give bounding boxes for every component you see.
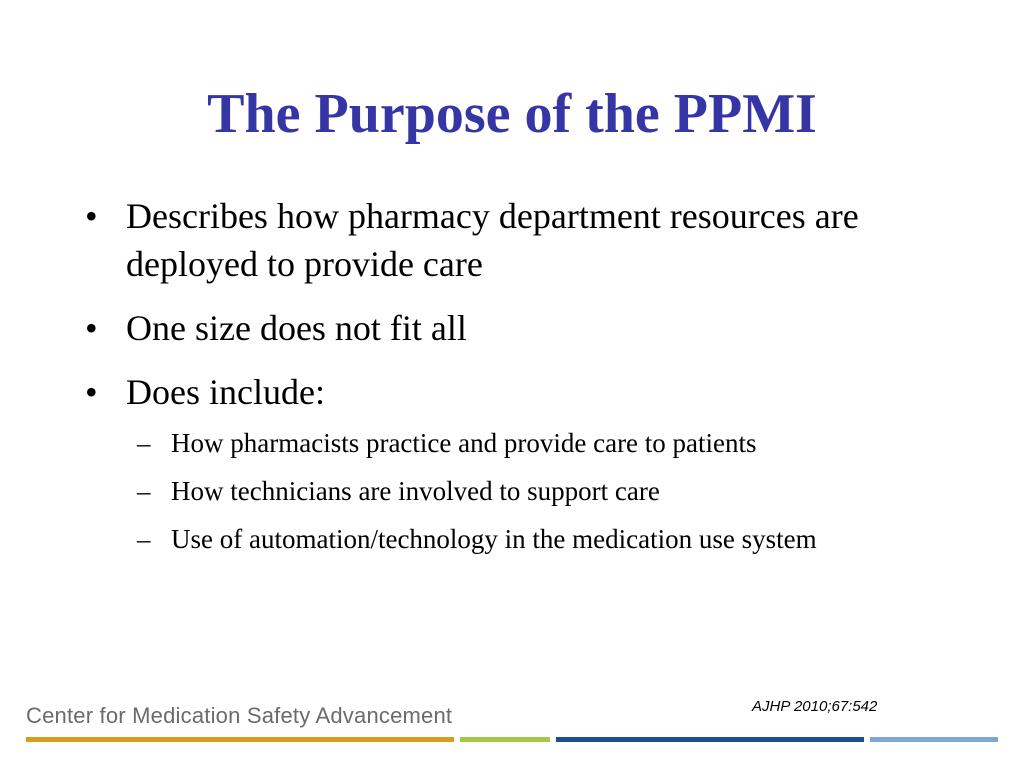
sub-bullet-marker: –: [137, 428, 151, 458]
footer-brand-text: Center for Medication Safety Advancement: [26, 703, 453, 728]
slide-body: [85, 192, 945, 568]
sub-bullet-list: [85, 424, 945, 558]
slide-title: The Purpose of the PPMI: [207, 83, 817, 145]
bullet-item: [85, 368, 945, 416]
footer-bar-green: [460, 737, 550, 742]
bullet-text: Does include:: [126, 372, 325, 412]
sub-bullet-text: How pharmacists practice and provide care to patients: [171, 428, 757, 458]
sub-bullet-item: [85, 424, 945, 462]
sub-bullet-text: How technicians are involved to support care: [171, 476, 660, 506]
sub-bullet-item: [85, 520, 945, 558]
sub-bullet-marker: –: [137, 524, 151, 554]
footer-bar-gold: [26, 737, 454, 742]
bullet-marker: •: [85, 372, 98, 412]
bullet-item: [85, 192, 945, 288]
sub-bullet-text: Use of automation/technology in the medication use system: [171, 524, 817, 554]
sub-bullet-marker: –: [137, 476, 151, 506]
footer-bar-lightblue: [870, 737, 998, 742]
bullet-marker: •: [85, 196, 98, 236]
bullet-text: One size does not fit all: [126, 308, 467, 348]
citation: AJHP 2010;67:542: [752, 698, 878, 715]
footer-bar-navy: [556, 737, 864, 742]
sub-bullet-item: [85, 472, 945, 510]
bullet-text: Describes how pharmacy department resources are deployed to provide care: [126, 196, 859, 284]
bullet-marker: •: [85, 308, 98, 348]
bullet-item: [85, 304, 945, 352]
